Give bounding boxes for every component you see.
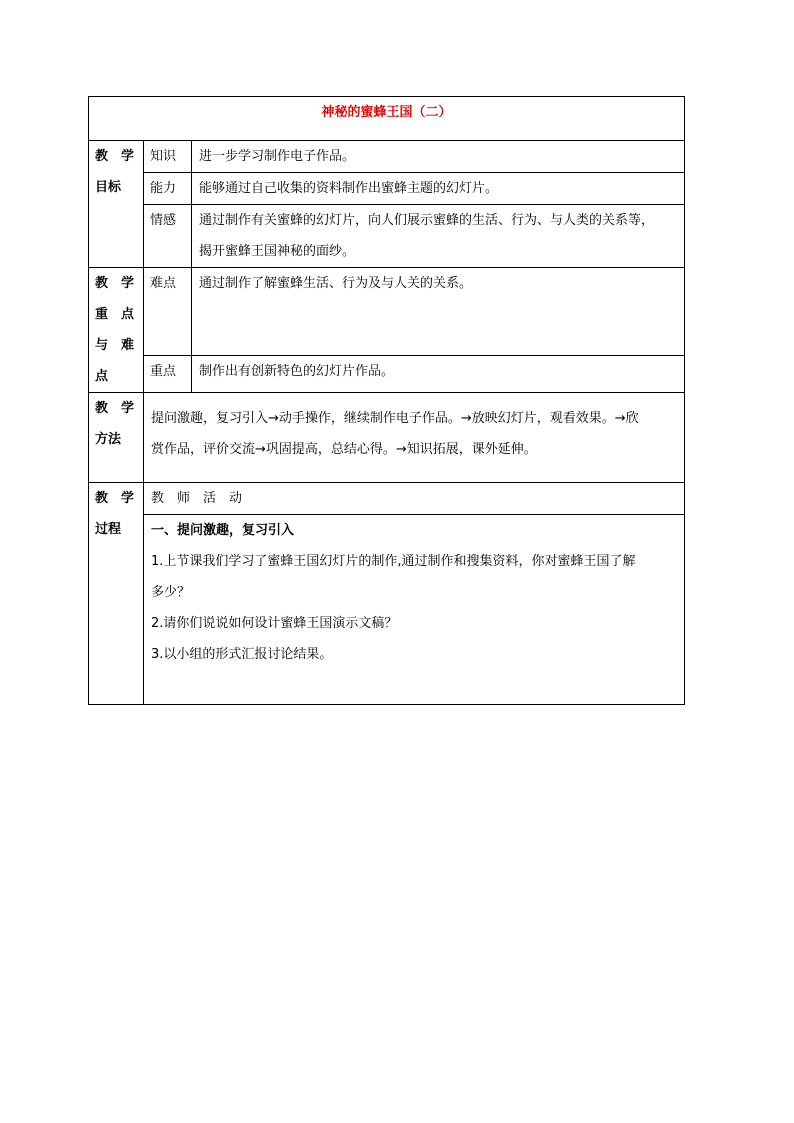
methods-text-line: 提问激趣，复习引入→动手操作，继续制作电子作品。→放映幻灯片，观看效果。→欣 [151,411,639,426]
keypoint-text: 制作出有创新特色的幻灯片作品。 [192,356,685,393]
objective-text [192,205,685,268]
document-title: 神秘的蜜蜂王国（二） [89,97,685,141]
keypoint-row-difficulty [89,268,685,356]
keypoints-category-line: 教 学 [95,276,135,291]
process-category-line: 过程 [95,522,122,537]
objectives-category-line: 目标 [95,180,122,195]
objective-label: 知识 [144,141,192,173]
process-item-line: 3.以小组的形式汇报讨论结果。 [151,647,333,662]
methods-row [89,393,685,483]
objective-text-line: 通过制作有关蜜蜂的幻灯片，向人们展示蜜蜂的生活、行为、与人类的关系等， [199,213,655,228]
title-row [89,97,685,141]
objective-row-emotion [89,205,685,268]
process-content-row [89,515,685,705]
methods-text [144,393,685,483]
objective-text: 进一步学习制作电子作品。 [192,141,685,173]
process-item-line: 1.上节课我们学习了蜜蜂王国幻灯片的制作,通过制作和搜集资料，你对蜜蜂王国了解 [151,554,636,569]
objective-text: 能够通过自己收集的资料制作出蜜蜂主题的幻灯片。 [192,173,685,205]
objective-text-line: 揭开蜜蜂王国神秘的面纱。 [199,244,356,259]
process-content [144,515,685,705]
objective-row-knowledge [89,141,685,173]
methods-category-line: 方法 [95,432,122,447]
objectives-category [89,141,144,268]
objective-label: 能力 [144,173,192,205]
lesson-plan-table [88,96,685,705]
process-item-line: 2.请你们说说如何设计蜜蜂王国演示文稿？ [151,616,398,631]
keypoints-category-line: 点 [95,369,109,384]
methods-category-line: 教 学 [95,401,135,416]
keypoints-category-line: 重 点 [95,307,135,322]
methods-category [89,393,144,483]
process-header-row [89,483,685,515]
process-header: 教 师 活 动 [144,483,685,515]
methods-text-line: 赏作品，评价交流→巩固提高，总结心得。→知识拓展，课外延伸。 [151,442,537,457]
objectives-category-line: 教 学 [95,149,135,164]
process-category-line: 教 学 [95,491,135,506]
objective-label: 情感 [144,205,192,268]
objective-row-ability [89,173,685,205]
keypoint-label: 重点 [144,356,192,393]
keypoint-text: 通过制作了解蜜蜂生活、行为及与人关的关系。 [192,268,685,356]
keypoint-row-focus [89,356,685,393]
keypoint-label: 难点 [144,268,192,356]
keypoints-category [89,268,144,393]
keypoints-category-line: 与 难 [95,338,135,353]
process-item-line: 多少？ [151,585,191,600]
process-category [89,483,144,705]
process-section-title: 一、提问激趣，复习引入 [151,523,295,538]
